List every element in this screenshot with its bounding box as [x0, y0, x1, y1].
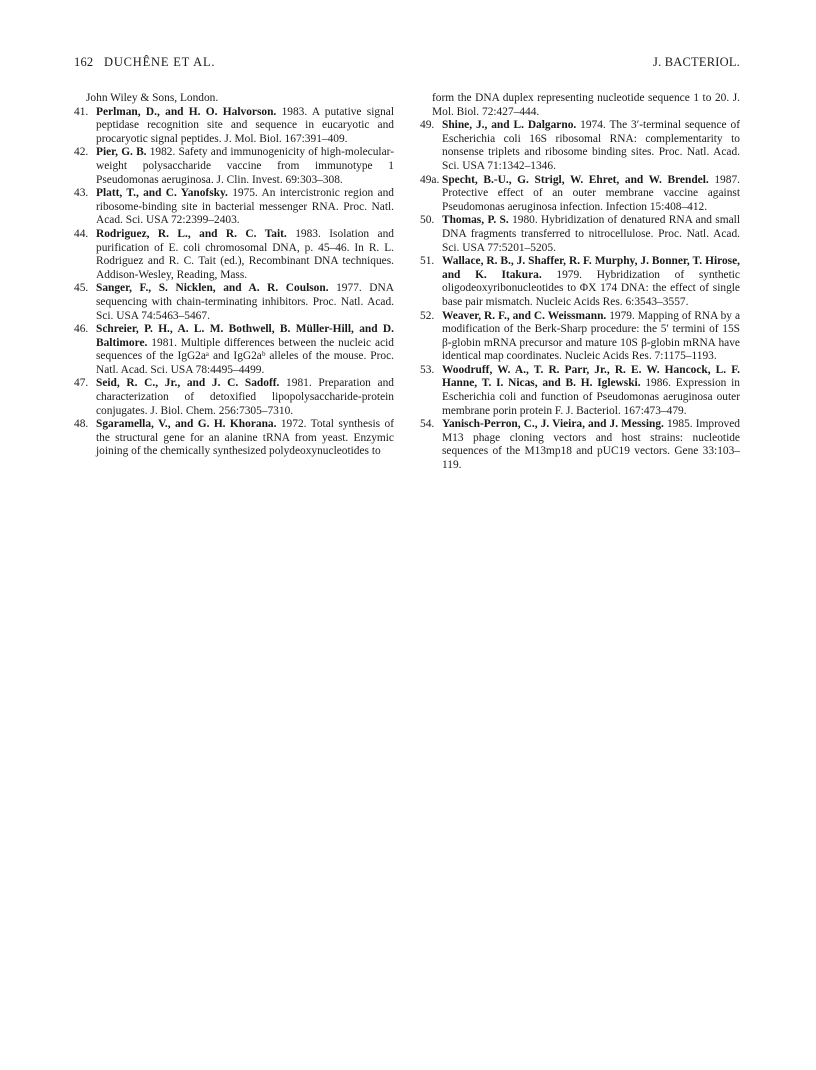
reference-entry — [420, 364, 740, 418]
reference-authors: Specht, B.-U., G. Strigl, W. Ehret, and W. Brendel. — [442, 173, 709, 186]
reference-text: 1987. Protective effect of an outer membrane vaccine against Pseudomonas aeruginosa infection. Infection 15:408–412. — [442, 173, 740, 213]
page-number: 162 — [74, 55, 94, 69]
reference-authors: Woodruff, W. A., T. R. Parr, Jr., R. E. W. Hancock, L. F. Hanne, T. I. Nicas, and B. H. Iglewski. — [442, 363, 740, 390]
reference-number: 52. — [420, 309, 435, 322]
reference-entry — [74, 323, 394, 377]
reference-text: John Wiley & Sons, London. — [86, 92, 219, 104]
reference-number: 50. — [420, 214, 435, 227]
reference-authors: Platt, T., and C. Yanofsky. — [96, 187, 228, 200]
reference-authors: Weaver, R. F., and C. Weissmann. — [442, 309, 607, 322]
reference-text: 1972. Total synthesis of the structural gene for an alanine tRNA from yeast. Enzymic joining of the chemically synthesized polydeoxynucleotides to — [96, 418, 394, 458]
reference-number: 49. — [420, 119, 435, 132]
reference-number: 44. — [74, 227, 89, 240]
reference-number: 51. — [420, 255, 435, 268]
reference-text: 1975. An intercistronic region and ribosome-binding site in bacterial messenger RNA. Proc. Natl. Acad. Sci. USA 72:2399–2403. — [96, 187, 394, 227]
reference-text: form the DNA duplex representing nucleotide sequence 1 to 20. J. Mol. Biol. 72:427–444. — [432, 92, 740, 118]
reference-entry — [74, 146, 394, 187]
reference-text: 1986. Expression in Escherichia coli and function of Pseudomonas aeruginosa outer membrane porin protein F. J. Bacteriol. 167:473–479. — [442, 377, 741, 417]
reference-entry — [74, 418, 394, 459]
reference-entry — [420, 214, 740, 255]
reference-number: 43. — [74, 187, 89, 200]
reference-text: 1981. Preparation and characterization of detoxified lipopolysaccharide-protein conjugates. J. Biol. Chem. 256:7305–7310. — [96, 377, 394, 417]
reference-text: 1979. Mapping of RNA by a modification of the Berk-Sharp procedure: the 5′ termini of 15S β-globin mRNA precursor and mature 10S β-globin mRNA have identical map coordinates. Nucleic Acids Res. 7:1175–1193. — [442, 309, 740, 363]
running-head-journal: J. BACTERIOL. — [653, 55, 740, 69]
running-head-authors: DUCHÊNE ET AL. — [104, 55, 216, 69]
reference-authors: Shine, J., and L. Dalgarno. — [442, 119, 577, 132]
reference-number: 49a. — [420, 173, 440, 186]
reference-entry — [74, 106, 394, 147]
references-left-column — [74, 92, 394, 459]
reference-entry — [74, 187, 394, 228]
reference-text: 1977. DNA sequencing with chain-terminating inhibitors. Proc. Natl. Acad. Sci. USA 74:5463–5467. — [96, 282, 394, 322]
reference-authors: Rodriguez, R. L., and R. C. Tait. — [96, 227, 287, 240]
reference-entry — [74, 282, 394, 323]
reference-text: 1981. Multiple differences between the nucleic acid sequences of the IgG2aᵃ and IgG2aᵇ alleles of the mouse. Proc. Natl. Acad. Sci. USA 78:4495–4499. — [96, 336, 394, 376]
reference-text: 1983. Isolation and purification of E. coli chromosomal DNA, p. 45–46. In R. L. Rodriguez and R. C. Tait (ed.), Recombinant DNA techniques. Addison-Wesley, Reading, Mass. — [96, 227, 395, 281]
reference-number: 46. — [74, 323, 89, 336]
reference-authors: Seid, R. C., Jr., and J. C. Sadoff. — [96, 377, 280, 390]
reference-number: 47. — [74, 377, 89, 390]
reference-number: 41. — [74, 105, 89, 118]
reference-number: 45. — [74, 282, 89, 295]
reference-text: 1985. Improved M13 phage cloning vectors and host strains: nucleotide sequences of the M13mp18 and pUC19 vectors. Gene 33:103–119. — [442, 418, 740, 472]
reference-entry — [420, 174, 740, 215]
reference-entry — [74, 377, 394, 418]
reference-text: 1983. A putative signal peptidase recognition site and sequence in eucaryotic and procaryotic signal peptides. J. Mol. Biol. 167:391–409. — [96, 105, 394, 145]
reference-number: 42. — [74, 146, 89, 159]
reference-entry — [420, 255, 740, 309]
reference-number: 48. — [74, 418, 89, 431]
reference-entry — [420, 418, 740, 472]
references-right-column — [420, 92, 740, 473]
reference-text: 1980. Hybridization of denatured RNA and small DNA fragments transferred to nitrocellulose. Proc. Natl. Acad. Sci. USA 77:5201–5205. — [442, 214, 740, 254]
reference-authors: Sanger, F., S. Nicklen, and A. R. Coulson. — [96, 282, 329, 295]
reference-entry — [74, 92, 394, 106]
reference-text: 1982. Safety and immunogenicity of high-molecular-weight polysaccharide vaccine from immunotype 1 Pseudomonas aeruginosa. J. Clin. Invest. 69:303–308. — [96, 146, 395, 186]
reference-entry — [420, 310, 740, 364]
reference-text: 1979. Hybridization of synthetic oligodeoxyribonucleotides to ΦX 174 DNA: the effect of single base pair mismatch. Nucleic Acids Res. 6:3543–3557. — [442, 268, 740, 308]
reference-entry — [420, 119, 740, 173]
reference-authors: Pier, G. B. — [96, 146, 147, 159]
reference-authors: Sgaramella, V., and G. H. Khorana. — [96, 418, 277, 431]
reference-authors: Thomas, P. S. — [442, 214, 509, 227]
reference-authors: Yanisch-Perron, C., J. Vieira, and J. Messing. — [442, 418, 664, 431]
reference-authors: Schreier, P. H., A. L. M. Bothwell, B. Müller-Hill, and D. Baltimore. — [96, 323, 394, 349]
reference-number: 53. — [420, 363, 435, 376]
reference-number: 54. — [420, 418, 435, 431]
reference-authors: Wallace, R. B., J. Shaffer, R. F. Murphy, J. Bonner, T. Hirose, and K. Itakura. — [442, 255, 740, 281]
reference-entry — [74, 228, 394, 282]
reference-authors: Perlman, D., and H. O. Halvorson. — [96, 105, 277, 118]
reference-entry — [420, 92, 740, 119]
reference-text: 1974. The 3′-terminal sequence of Escherichia coli 16S ribosomal RNA: complementarity to nonsense triplets and ribosome binding sites. Proc. Natl. Acad. Sci. USA 71:1342–1346. — [442, 119, 740, 172]
page-header — [74, 55, 740, 73]
